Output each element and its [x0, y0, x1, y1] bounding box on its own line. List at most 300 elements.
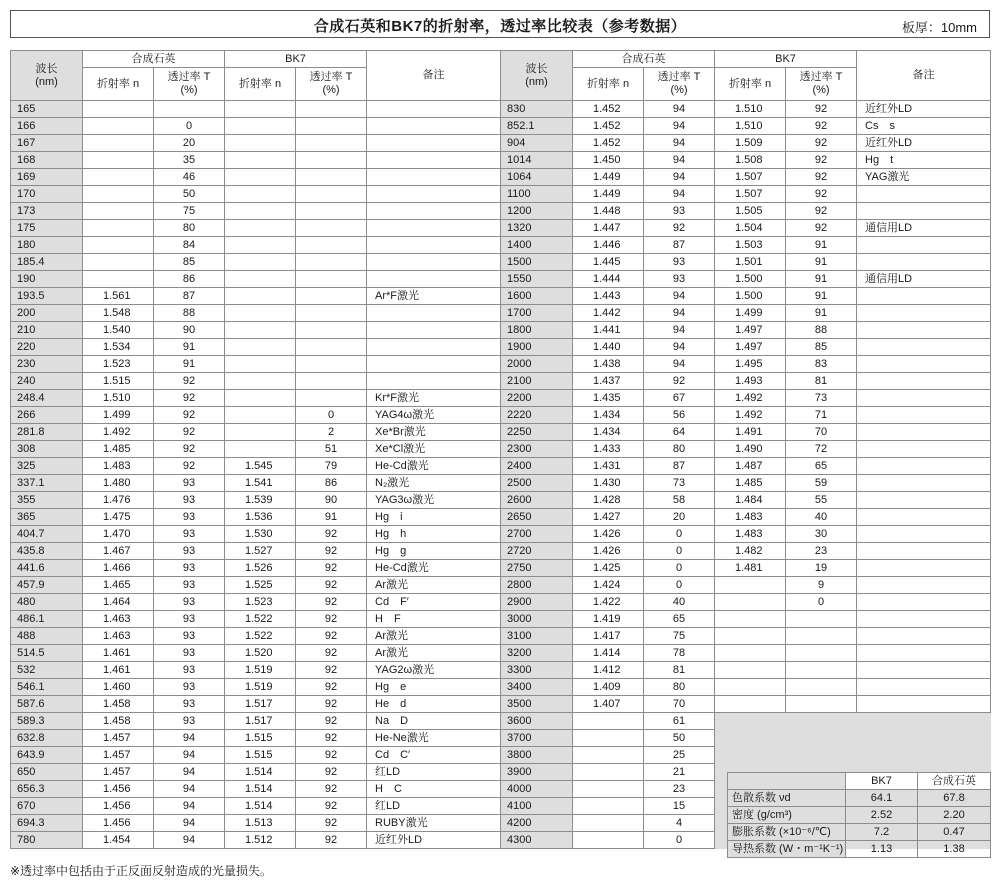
quartz-n-cell	[573, 798, 644, 815]
quartz-t-cell: 25	[644, 747, 715, 764]
table-row	[501, 203, 991, 220]
wavelength-cell: 308	[11, 441, 83, 458]
bk7-t-cell: 30	[786, 526, 857, 543]
quartz-t-cell: 93	[154, 509, 225, 526]
bk7-t-cell: 92	[296, 628, 367, 645]
wavelength-cell: 165	[11, 101, 83, 118]
bk7-t-cell: 79	[296, 458, 367, 475]
table-row	[501, 271, 991, 288]
wavelength-cell: 2600	[501, 492, 573, 509]
quartz-t-cell: 81	[644, 662, 715, 679]
bk7-n-cell	[225, 288, 296, 305]
bk7-t-cell: 40	[786, 509, 857, 526]
quartz-n-cell: 1.442	[573, 305, 644, 322]
bk7-n-cell: 1.514	[225, 781, 296, 798]
quartz-t-cell: 40	[644, 594, 715, 611]
wavelength-cell: 2000	[501, 356, 573, 373]
bk7-t-cell: 92	[296, 764, 367, 781]
bk7-n-cell	[225, 407, 296, 424]
property-label: 导热系数 (W・m⁻¹K⁻¹)	[728, 841, 846, 858]
wavelength-cell: 168	[11, 152, 83, 169]
property-quartz: 1.38	[918, 841, 991, 858]
quartz-t-cell: 94	[644, 305, 715, 322]
quartz-t-cell: 94	[154, 747, 225, 764]
wavelength-cell: 2750	[501, 560, 573, 577]
table-row	[501, 254, 991, 271]
note-cell	[367, 220, 501, 237]
property-bk7: 7.2	[846, 824, 918, 841]
wavelength-cell: 904	[501, 135, 573, 152]
quartz-n-cell	[573, 713, 644, 730]
quartz-t-cell: 0	[644, 832, 715, 849]
quartz-n-cell	[83, 118, 154, 135]
table-row	[501, 611, 991, 628]
wavelength-cell: 266	[11, 407, 83, 424]
note-cell	[857, 509, 991, 526]
quartz-t-cell: 84	[154, 237, 225, 254]
quartz-n-cell: 1.460	[83, 679, 154, 696]
table-row	[501, 101, 991, 118]
quartz-t-cell: 93	[154, 475, 225, 492]
table-row	[11, 169, 501, 186]
bk7-t-cell: 92	[296, 815, 367, 832]
note-cell: 近红外LD	[857, 135, 991, 152]
bk7-t-cell	[296, 390, 367, 407]
quartz-n-cell: 1.412	[573, 662, 644, 679]
bk7-n-cell: 1.507	[715, 169, 786, 186]
table-row	[11, 611, 501, 628]
note-cell	[857, 543, 991, 560]
bk7-n-cell: 1.493	[715, 373, 786, 390]
bk7-t-cell: 71	[786, 407, 857, 424]
table-row	[11, 305, 501, 322]
wavelength-cell: 3500	[501, 696, 573, 713]
table-row	[11, 645, 501, 662]
quartz-n-cell: 1.449	[573, 169, 644, 186]
bk7-t-cell: 0	[296, 407, 367, 424]
bk7-t-cell: 23	[786, 543, 857, 560]
table-row	[501, 577, 991, 594]
table-row	[11, 254, 501, 271]
note-cell	[857, 713, 991, 730]
quartz-n-cell: 1.427	[573, 509, 644, 526]
note-cell	[857, 577, 991, 594]
note-cell	[857, 747, 991, 764]
quartz-t-cell: 93	[154, 577, 225, 594]
bk7-t-cell: 92	[786, 118, 857, 135]
bk7-t-cell: 19	[786, 560, 857, 577]
note-cell	[367, 271, 501, 288]
quartz-t-cell: 93	[154, 560, 225, 577]
bk7-t-cell: 65	[786, 458, 857, 475]
wavelength-cell: 4300	[501, 832, 573, 849]
quartz-n-cell: 1.464	[83, 594, 154, 611]
quartz-n-cell: 1.466	[83, 560, 154, 577]
table-row	[501, 305, 991, 322]
quartz-n-cell: 1.452	[573, 118, 644, 135]
bk7-n-cell: 1.527	[225, 543, 296, 560]
quartz-t-cell: 93	[154, 543, 225, 560]
note-cell: 近红外LD	[857, 101, 991, 118]
wavelength-cell: 589.3	[11, 713, 83, 730]
quartz-n-cell	[573, 747, 644, 764]
bk7-n-cell	[225, 390, 296, 407]
wavelength-cell: 2700	[501, 526, 573, 543]
quartz-n-cell: 1.561	[83, 288, 154, 305]
bk7-t-cell: 91	[786, 288, 857, 305]
quartz-n-cell: 1.450	[573, 152, 644, 169]
table-row	[11, 832, 501, 849]
table-row	[501, 220, 991, 237]
table-row	[11, 220, 501, 237]
table-row	[501, 322, 991, 339]
bk7-t-cell	[296, 288, 367, 305]
bk7-t-cell: 0	[786, 594, 857, 611]
quartz-n-cell: 1.463	[83, 628, 154, 645]
note-cell	[367, 254, 501, 271]
quartz-t-cell: 94	[154, 815, 225, 832]
wavelength-cell: 169	[11, 169, 83, 186]
bk7-t-cell	[786, 662, 857, 679]
quartz-n-cell: 1.461	[83, 662, 154, 679]
bk7-n-cell	[715, 730, 786, 747]
table-row	[11, 458, 501, 475]
table-row	[11, 781, 501, 798]
quartz-t-cell: 20	[644, 509, 715, 526]
note-cell	[857, 186, 991, 203]
note-cell	[857, 475, 991, 492]
note-cell	[857, 594, 991, 611]
wavelength-cell: 670	[11, 798, 83, 815]
table-row	[11, 203, 501, 220]
quartz-t-cell: 56	[644, 407, 715, 424]
table-row	[501, 407, 991, 424]
table-row	[11, 407, 501, 424]
bk7-n-cell	[225, 322, 296, 339]
quartz-n-cell	[83, 237, 154, 254]
wavelength-cell: 173	[11, 203, 83, 220]
bk7-t-cell: 91	[296, 509, 367, 526]
bk7-t-cell	[786, 696, 857, 713]
bk7-n-cell: 1.536	[225, 509, 296, 526]
quartz-t-cell: 94	[154, 798, 225, 815]
bk7-n-cell	[225, 441, 296, 458]
bk7-t-cell: 92	[786, 186, 857, 203]
table-row	[501, 390, 991, 407]
quartz-n-cell: 1.443	[573, 288, 644, 305]
table-row	[11, 101, 501, 118]
note-cell	[367, 356, 501, 373]
table-row	[11, 815, 501, 832]
bk7-n-cell: 1.523	[225, 594, 296, 611]
wavelength-cell: 4200	[501, 815, 573, 832]
note-cell: Xe*Br激光	[367, 424, 501, 441]
table-body-left	[11, 101, 501, 849]
quartz-t-cell: 92	[644, 220, 715, 237]
transmittance-header: 透过率 T (%)	[644, 68, 715, 101]
quartz-n-cell: 1.470	[83, 526, 154, 543]
quartz-t-cell: 35	[154, 152, 225, 169]
property-label: 膨胀系数 (×10⁻⁶/℃)	[728, 824, 846, 841]
quartz-n-cell: 1.437	[573, 373, 644, 390]
bk7-n-cell	[225, 373, 296, 390]
quartz-n-cell: 1.485	[83, 441, 154, 458]
note-cell: 红LD	[367, 764, 501, 781]
table-row	[501, 560, 991, 577]
bk7-n-cell: 1.515	[225, 730, 296, 747]
bk7-t-cell	[786, 679, 857, 696]
note-cell: RUBY激光	[367, 815, 501, 832]
note-cell	[857, 441, 991, 458]
note-cell: Ar激光	[367, 645, 501, 662]
quartz-n-cell: 1.428	[573, 492, 644, 509]
quartz-n-cell: 1.452	[573, 101, 644, 118]
bk7-t-cell: 92	[296, 679, 367, 696]
bk7-n-cell: 1.495	[715, 356, 786, 373]
quartz-n-cell: 1.456	[83, 798, 154, 815]
table-row	[501, 628, 991, 645]
quartz-header: 合成石英	[83, 51, 225, 68]
quartz-t-cell: 46	[154, 169, 225, 186]
quartz-n-cell	[83, 101, 154, 118]
quartz-n-cell	[83, 254, 154, 271]
wavelength-cell: 1800	[501, 322, 573, 339]
bk7-t-cell: 92	[296, 747, 367, 764]
property-label: 色散系数 νd	[728, 790, 846, 807]
note-cell	[367, 186, 501, 203]
wavelength-cell: 3700	[501, 730, 573, 747]
wavelength-cell: 1900	[501, 339, 573, 356]
table-row	[11, 288, 501, 305]
refractive-header: 折射率 n	[715, 68, 786, 101]
quartz-n-cell: 1.465	[83, 577, 154, 594]
quartz-t-cell: 64	[644, 424, 715, 441]
quartz-n-cell	[83, 203, 154, 220]
bk7-n-cell: 1.499	[715, 305, 786, 322]
bk7-t-cell: 92	[296, 696, 367, 713]
quartz-t-cell: 4	[644, 815, 715, 832]
wavelength-cell: 1400	[501, 237, 573, 254]
note-cell	[857, 662, 991, 679]
bk7-n-cell: 1.485	[715, 475, 786, 492]
quartz-t-cell: 92	[154, 373, 225, 390]
quartz-t-cell: 50	[154, 186, 225, 203]
table-row	[11, 475, 501, 492]
table-body-right	[501, 101, 991, 866]
table-row	[501, 424, 991, 441]
bk7-t-cell: 92	[786, 203, 857, 220]
note-cell	[857, 611, 991, 628]
bk7-t-cell	[296, 339, 367, 356]
quartz-t-cell: 94	[644, 356, 715, 373]
quartz-t-cell: 92	[154, 441, 225, 458]
bk7-t-cell: 92	[296, 577, 367, 594]
quartz-t-cell: 23	[644, 781, 715, 798]
bk7-t-cell: 92	[786, 101, 857, 118]
note-cell: YAG4ω激光	[367, 407, 501, 424]
quartz-n-cell	[573, 764, 644, 781]
bk7-n-cell	[715, 679, 786, 696]
quartz-n-cell: 1.425	[573, 560, 644, 577]
bk7-n-cell: 1.507	[715, 186, 786, 203]
quartz-n-cell: 1.447	[573, 220, 644, 237]
bk7-t-cell	[296, 373, 367, 390]
table-row	[11, 747, 501, 764]
bk7-t-cell	[296, 356, 367, 373]
transmittance-header: 透过率 T (%)	[296, 68, 367, 101]
note-cell	[857, 254, 991, 271]
bk7-n-cell	[715, 628, 786, 645]
note-cell: 通信用LD	[857, 220, 991, 237]
bk7-t-cell: 91	[786, 271, 857, 288]
bk7-t-cell	[296, 169, 367, 186]
bk7-t-cell: 92	[296, 730, 367, 747]
property-quartz: 0.47	[918, 824, 991, 841]
plate-thickness: 板厚：10mm	[901, 20, 977, 35]
quartz-n-cell	[83, 220, 154, 237]
data-table-right	[500, 50, 991, 865]
note-cell	[857, 356, 991, 373]
note-cell: He-Cd激光	[367, 458, 501, 475]
quartz-n-cell: 1.457	[83, 764, 154, 781]
bk7-t-cell	[296, 220, 367, 237]
bk7-t-cell: 92	[296, 611, 367, 628]
wavelength-cell: 240	[11, 373, 83, 390]
wavelength-cell: 2300	[501, 441, 573, 458]
note-cell: He-Cd激光	[367, 560, 501, 577]
note-cell	[857, 492, 991, 509]
note-cell: Hg i	[367, 509, 501, 526]
table-row	[501, 509, 991, 526]
wavelength-cell: 435.8	[11, 543, 83, 560]
note-cell: 近红外LD	[367, 832, 501, 849]
quartz-t-cell: 93	[154, 696, 225, 713]
note-cell	[857, 407, 991, 424]
bk7-header: BK7	[715, 51, 857, 68]
quartz-n-cell: 1.467	[83, 543, 154, 560]
table-row	[11, 577, 501, 594]
note-cell	[857, 679, 991, 696]
quartz-t-cell: 94	[154, 764, 225, 781]
wavelength-cell: 170	[11, 186, 83, 203]
table-row	[11, 560, 501, 577]
bk7-n-cell	[225, 169, 296, 186]
bk7-n-cell: 1.520	[225, 645, 296, 662]
quartz-t-cell: 88	[154, 305, 225, 322]
quartz-n-cell: 1.492	[83, 424, 154, 441]
bk7-t-cell: 9	[786, 577, 857, 594]
wavelength-cell: 2200	[501, 390, 573, 407]
wavelength-cell: 220	[11, 339, 83, 356]
table-row	[11, 135, 501, 152]
quartz-t-cell: 94	[644, 135, 715, 152]
quartz-n-cell	[83, 271, 154, 288]
bk7-n-cell: 1.503	[715, 237, 786, 254]
wavelength-cell: 325	[11, 458, 83, 475]
note-cell	[367, 203, 501, 220]
table-row	[501, 356, 991, 373]
quartz-t-cell: 0	[644, 577, 715, 594]
bk7-n-cell: 1.490	[715, 441, 786, 458]
quartz-t-cell: 21	[644, 764, 715, 781]
wavelength-cell: 2220	[501, 407, 573, 424]
bk7-n-cell: 1.514	[225, 798, 296, 815]
table-row	[501, 543, 991, 560]
table-row	[501, 594, 991, 611]
footnote: ※透过率中包括由于正反面反射造成的光量损失。	[10, 864, 273, 878]
quartz-header: 合成石英	[573, 51, 715, 68]
property-quartz: 67.8	[918, 790, 991, 807]
bk7-t-cell	[296, 237, 367, 254]
transmittance-header: 透过率 T (%)	[154, 68, 225, 101]
wavelength-cell: 643.9	[11, 747, 83, 764]
quartz-n-cell: 1.454	[83, 832, 154, 849]
note-cell: Cs s	[857, 118, 991, 135]
note-cell: 红LD	[367, 798, 501, 815]
quartz-t-cell: 87	[154, 288, 225, 305]
quartz-t-cell: 65	[644, 611, 715, 628]
note-cell	[857, 458, 991, 475]
table-row	[11, 730, 501, 747]
bk7-n-cell: 1.541	[225, 475, 296, 492]
note-cell	[367, 169, 501, 186]
quartz-t-cell: 94	[644, 152, 715, 169]
quartz-t-cell: 94	[644, 101, 715, 118]
note-cell: Hg h	[367, 526, 501, 543]
bk7-t-cell: 70	[786, 424, 857, 441]
wavelength-cell: 546.1	[11, 679, 83, 696]
note-cell	[367, 373, 501, 390]
note-cell	[857, 526, 991, 543]
bk7-n-cell: 1.491	[715, 424, 786, 441]
table-row	[11, 594, 501, 611]
bk7-n-cell	[225, 118, 296, 135]
bk7-t-cell: 88	[786, 322, 857, 339]
quartz-t-cell: 94	[644, 339, 715, 356]
quartz-t-cell: 20	[154, 135, 225, 152]
table-row	[11, 492, 501, 509]
table-row	[501, 186, 991, 203]
table-row	[501, 679, 991, 696]
quartz-n-cell: 1.438	[573, 356, 644, 373]
wavelength-cell: 514.5	[11, 645, 83, 662]
note-cell: He d	[367, 696, 501, 713]
bk7-n-cell: 1.519	[225, 662, 296, 679]
table-row	[501, 237, 991, 254]
wavelength-cell: 4000	[501, 781, 573, 798]
note-cell	[857, 628, 991, 645]
bk7-n-cell	[225, 135, 296, 152]
bk7-t-cell	[296, 271, 367, 288]
quartz-n-cell: 1.483	[83, 458, 154, 475]
quartz-t-cell: 94	[644, 288, 715, 305]
quartz-t-cell: 94	[644, 118, 715, 135]
table-row	[11, 526, 501, 543]
quartz-t-cell: 94	[644, 322, 715, 339]
quartz-n-cell: 1.456	[83, 815, 154, 832]
refractive-header: 折射率 n	[83, 68, 154, 101]
bk7-n-cell: 1.517	[225, 713, 296, 730]
quartz-n-cell: 1.458	[83, 696, 154, 713]
note-cell: YAG激光	[857, 169, 991, 186]
bk7-t-cell	[786, 747, 857, 764]
quartz-n-cell	[83, 169, 154, 186]
quartz-t-cell: 0	[644, 543, 715, 560]
bk7-n-cell: 1.522	[225, 611, 296, 628]
properties-corner	[728, 773, 846, 790]
properties-bk7-header: BK7	[846, 773, 918, 790]
bk7-n-cell	[715, 696, 786, 713]
